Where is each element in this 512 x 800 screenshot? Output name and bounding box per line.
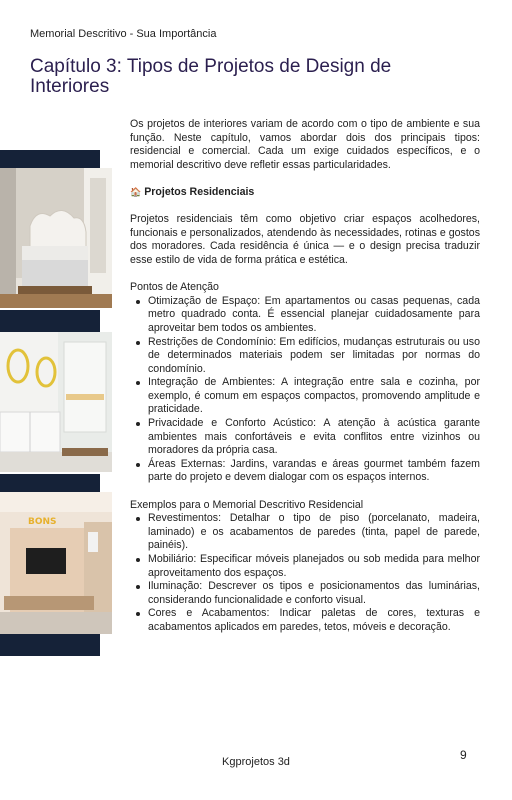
list-item: Iluminação: Descrever os tipos e posicionamentos das luminárias, considerando funcionalidade e conforto visual. <box>130 580 480 607</box>
intro-paragraph: Os projetos de interiores variam de acordo com o tipo de ambiente e sua função. Neste capítulo, vamos abordar dois dos principais tipos: residencial e comercial. Cada um exige cuidados específicos, e o memorial descritivo deve refletir essas particularidades. <box>130 118 480 171</box>
list-item: Áreas Externas: Jardins, varandas e áreas gourmet também fazem parte do projeto e devem dialogar com os espaços internos. <box>130 458 480 485</box>
bathroom-photo <box>0 332 112 472</box>
page-number: 9 <box>460 748 467 762</box>
attention-list <box>130 295 480 485</box>
list-item: Otimização de Espaço: Em apartamentos ou casas pequenas, cada metro quadrado conta. É essencial planejar cuidadosamente para aproveitar bem todos os ambientes. <box>130 295 480 336</box>
attention-list-title: Pontos de Atenção <box>130 281 219 294</box>
navy-block-middle <box>0 310 100 332</box>
living-room-photo <box>0 492 112 634</box>
list-item: Restrições de Condomínio: Em edifícios, mudanças estruturais ou uso de determinados materiais podem ser limitadas por normas do condomínio. <box>130 336 480 377</box>
examples-list-title: Exemplos para o Memorial Descritivo Residencial <box>130 498 364 511</box>
running-header: Memorial Descritivo - Sua Importância <box>30 28 217 40</box>
navy-block-lower <box>0 474 100 492</box>
list-item: Cores e Acabamentos: Indicar paletas de cores, texturas e acabamentos aplicados em paredes, tetos, móveis e decoração. <box>130 607 480 634</box>
wall-sign-text: BONS <box>28 517 57 527</box>
section-heading-text: Projetos Residenciais <box>144 185 255 198</box>
main-content <box>130 118 480 635</box>
house-icon: 🏠 <box>130 186 142 197</box>
footer-brand: Kgprojetos 3d <box>222 756 290 768</box>
list-item: Integração de Ambientes: A integração entre sala e cozinha, por exemplo, é comum em espaços compactos, promovendo amplitude e praticidade. <box>130 376 480 417</box>
list-item: Privacidade e Conforto Acústico: A atenção à acústica garante ambientes mais confortáveis e evita conflitos entre vizinhos ou moradores da própria casa. <box>130 417 480 458</box>
bedroom-photo <box>0 168 112 308</box>
examples-list <box>130 512 480 634</box>
chapter-title: Capítulo 3: Tipos de Projetos de Design de Interiores <box>30 56 392 97</box>
navy-block-bottom <box>0 634 100 656</box>
navy-block-top <box>0 150 100 168</box>
list-item: Revestimentos: Detalhar o tipo de piso (porcelanato, madeira, laminado) e os acabamentos de paredes (tinta, papel de parede, painéis). <box>130 512 480 553</box>
residencial-paragraph: Projetos residenciais têm como objetivo criar espaços acolhedores, funcionais e personalizados, atendendo às necessidades, rotinas e gostos dos moradores. Cada residência é única — e o design precisa traduzir esse estilo de vida de forma prática e estética. <box>130 213 480 266</box>
section-heading-residencial <box>130 186 480 200</box>
list-item: Mobiliário: Especificar móveis planejados ou sob medida para melhor aproveitamento dos espaços. <box>130 553 480 580</box>
